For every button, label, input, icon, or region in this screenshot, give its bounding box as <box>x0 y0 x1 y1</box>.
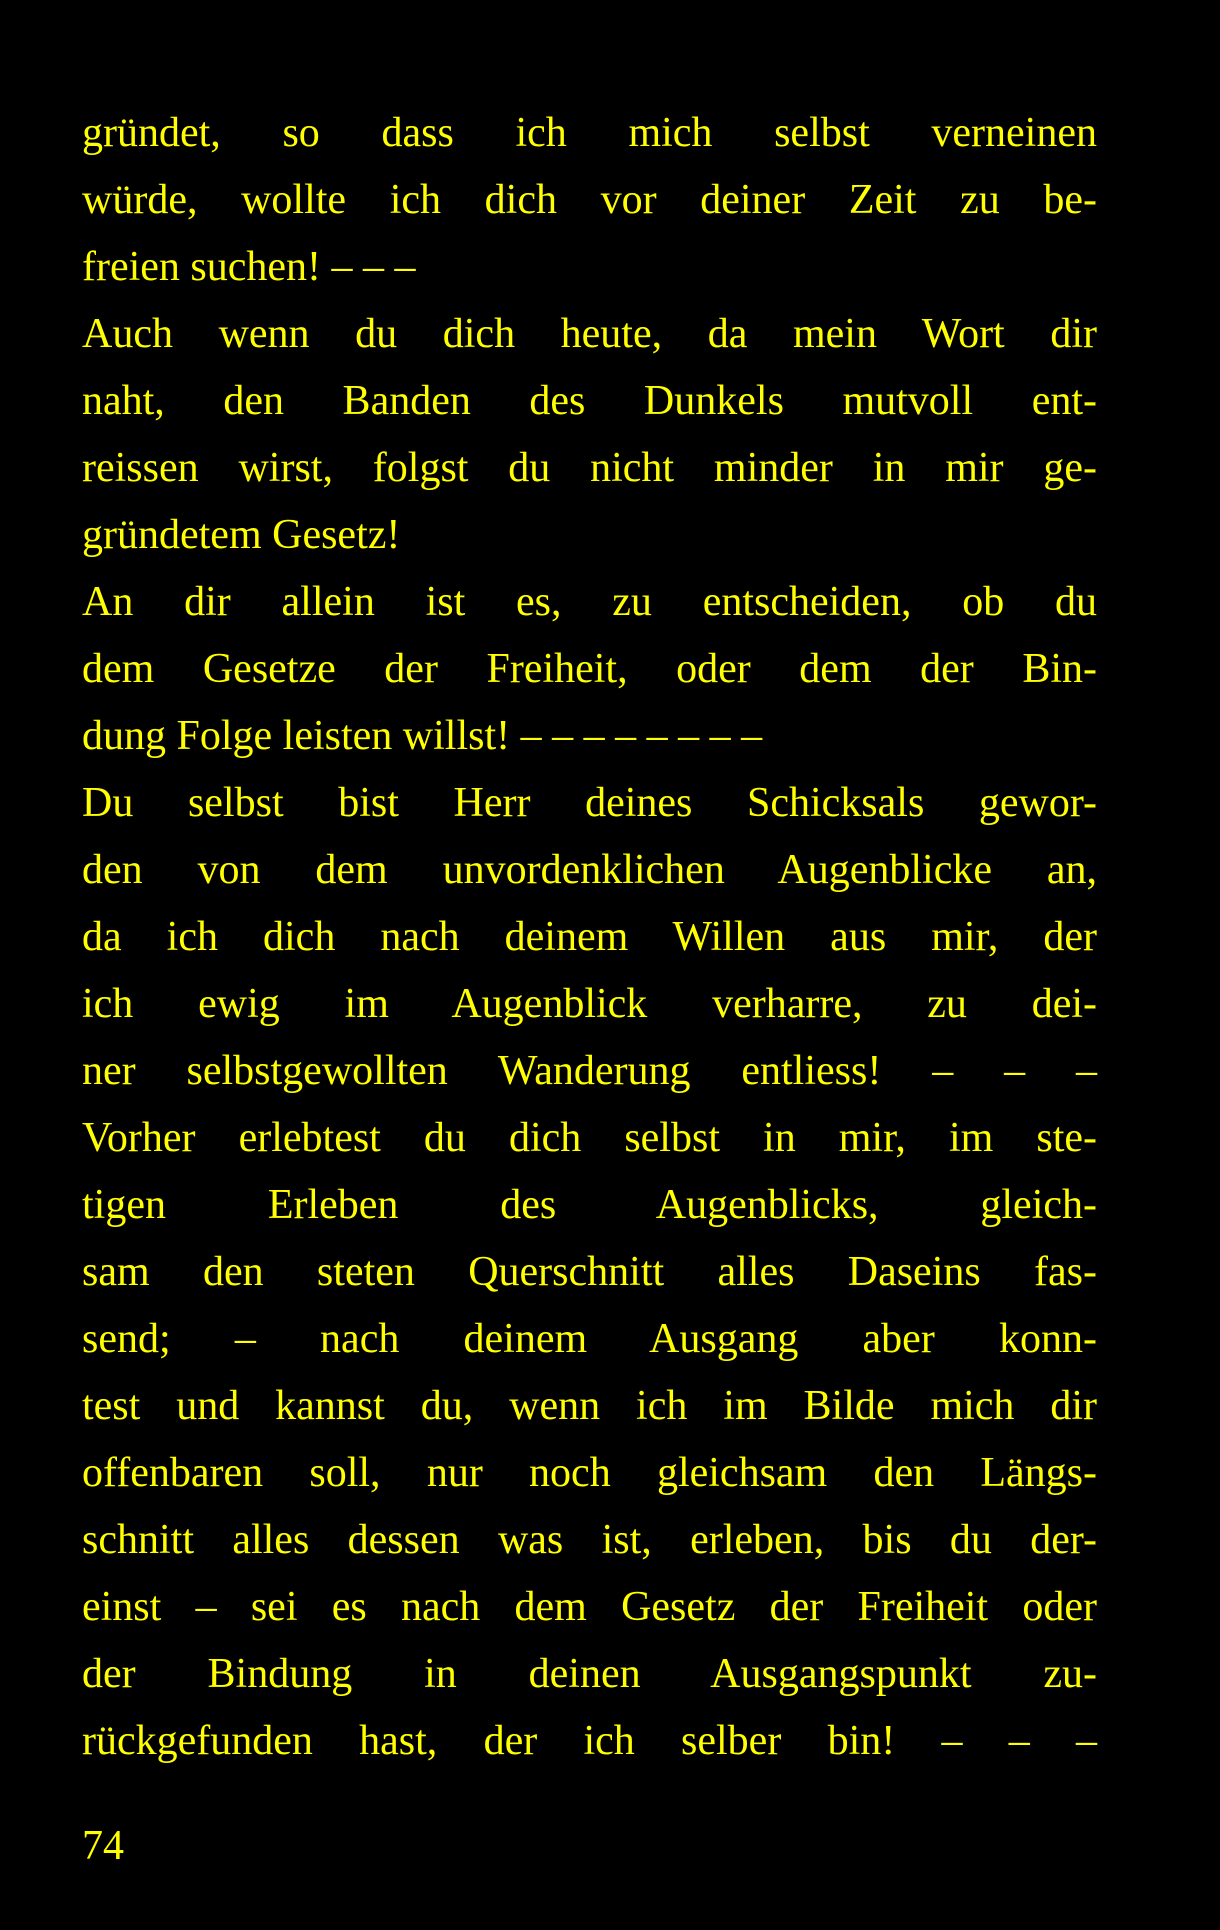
text-line: ner selbstgewollten Wanderung entliess! – – – <box>82 1048 1097 1094</box>
text-line: schnitt alles dessen was ist, erleben, bis du der- <box>82 1517 1097 1563</box>
text-line: Auch wenn du dich heute, da mein Wort dir <box>82 311 1097 357</box>
text-line: offenbaren soll, nur noch gleichsam den Längs- <box>82 1450 1097 1496</box>
text-line: send; – nach deinem Ausgang aber konn- <box>82 1316 1097 1362</box>
text-line: einst – sei es nach dem Gesetz der Freiheit oder <box>82 1584 1097 1630</box>
text-line: gründetem Gesetz! <box>82 512 401 558</box>
text-line: gründet, so dass ich mich selbst verneinen <box>82 110 1097 156</box>
text-line: Vorher erlebtest du dich selbst in mir, im ste- <box>82 1115 1097 1161</box>
text-line: sam den steten Querschnitt alles Daseins fas- <box>82 1249 1097 1295</box>
text-line: den von dem unvordenklichen Augenblicke an, <box>82 847 1097 893</box>
text-line: da ich dich nach deinem Willen aus mir, der <box>82 914 1097 960</box>
text-line: freien suchen! – – – <box>82 244 416 290</box>
text-line: tigen Erleben des Augenblicks, gleich- <box>82 1182 1097 1228</box>
text-line: der Bindung in deinen Ausgangspunkt zu- <box>82 1651 1097 1697</box>
text-line: ich ewig im Augenblick verharre, zu dei- <box>82 981 1097 1027</box>
page-number: 74 <box>82 1823 124 1869</box>
text-line: naht, den Banden des Dunkels mutvoll ent- <box>82 378 1097 424</box>
text-line: dem Gesetze der Freiheit, oder dem der Bin- <box>82 646 1097 692</box>
text-line: dung Folge leisten willst! – – – – – – – – <box>82 713 763 759</box>
text-line: Du selbst bist Herr deines Schicksals gewor- <box>82 780 1097 826</box>
text-line: An dir allein ist es, zu entscheiden, ob du <box>82 579 1097 625</box>
text-line: reissen wirst, folgst du nicht minder in mir ge- <box>82 445 1097 491</box>
body-text <box>82 100 1097 1775</box>
text-line: test und kannst du, wenn ich im Bilde mich dir <box>82 1383 1097 1429</box>
text-line: rückgefunden hast, der ich selber bin! – – – <box>82 1718 1097 1764</box>
text-line: würde, wollte ich dich vor deiner Zeit zu be- <box>82 177 1097 223</box>
